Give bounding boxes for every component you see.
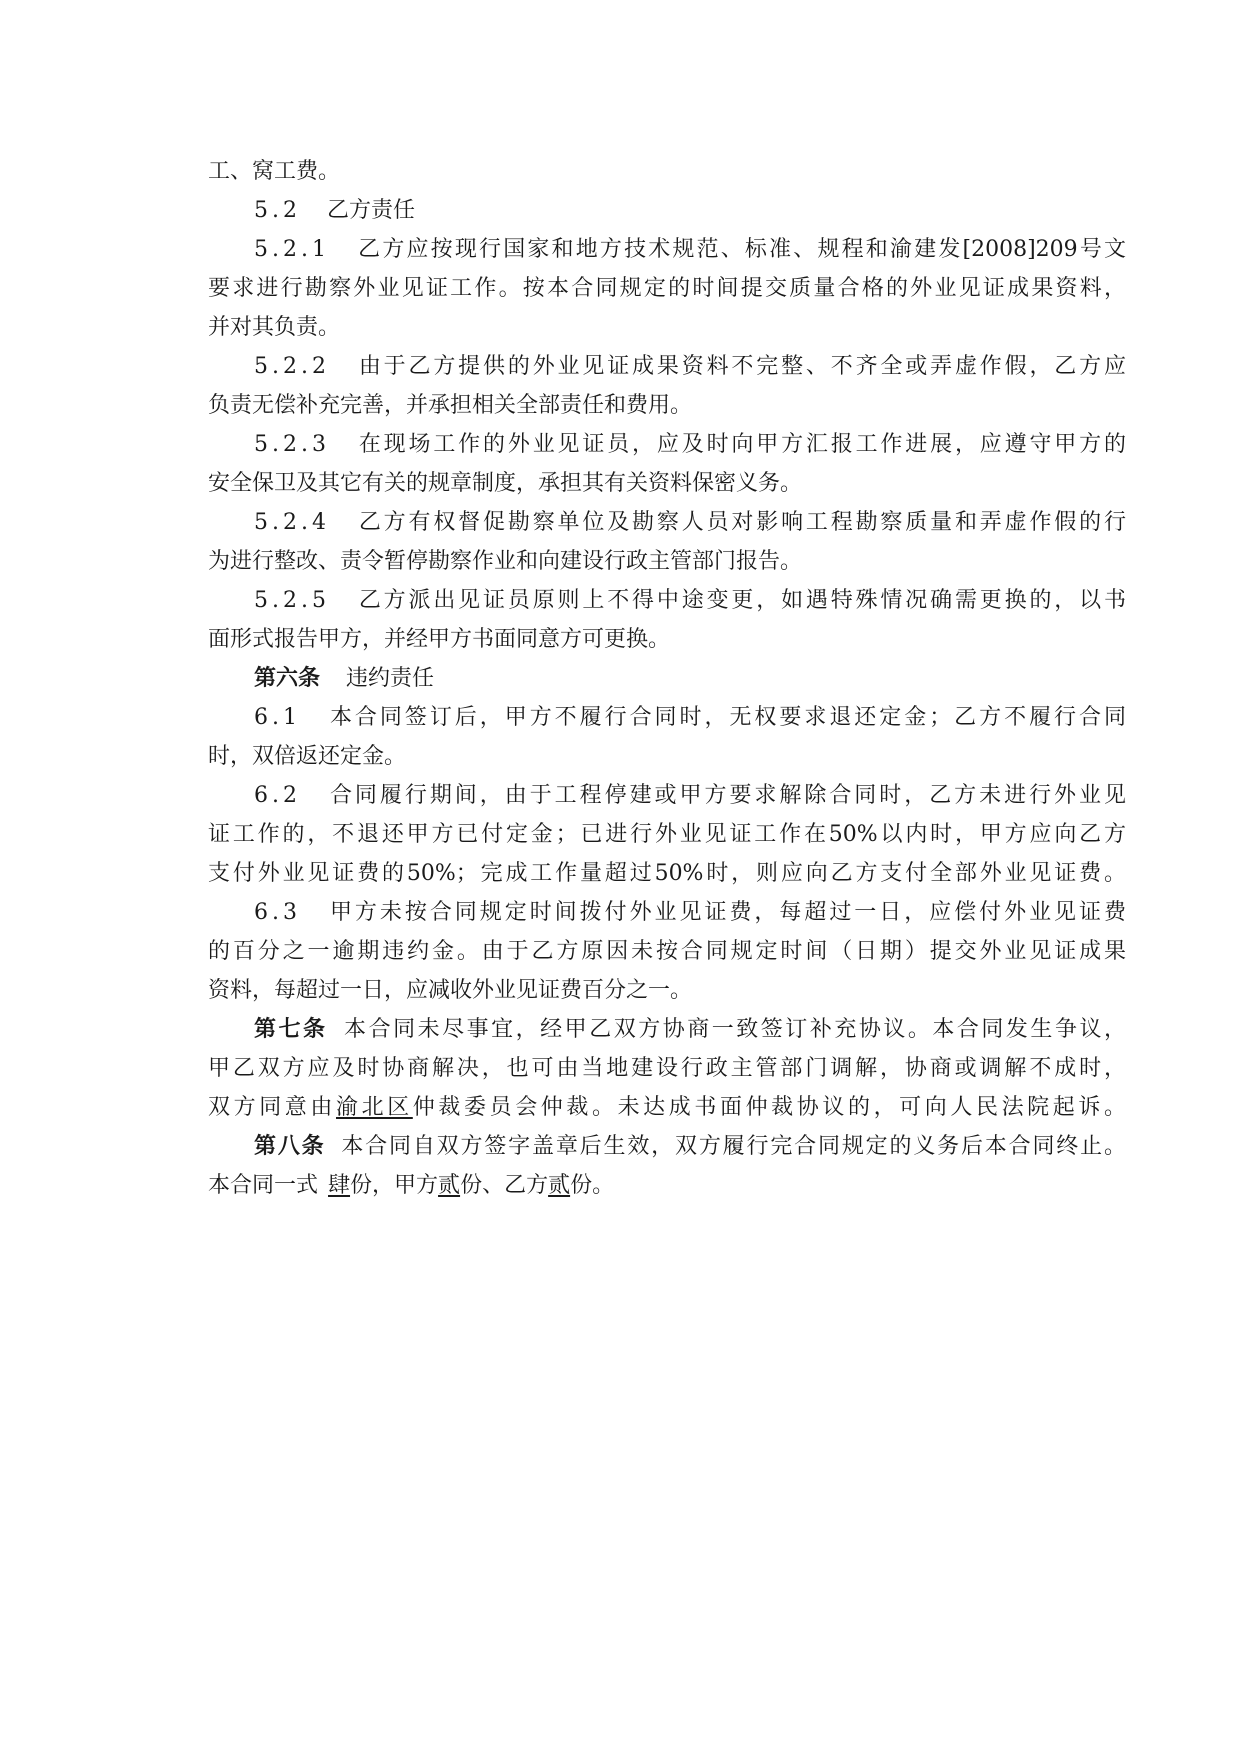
article-7-end: 双方同意由渝北区仲裁委员会仲裁。未达成书面仲裁协议的，可向人民法院起诉。 [208, 1095, 1126, 1120]
clause-5-2-5: 5.2.5 乙方派出见证员原则上不得中途变更，如遇特殊情况确需更换的，以书 [254, 588, 1126, 613]
party-a-copies: 贰 [438, 1173, 461, 1198]
article-8: 第八条 本合同自双方签字盖章后生效，双方履行完合同规定的义务后本合同终止。 [254, 1134, 1126, 1159]
clause-5-2-3-end: 安全保卫及其它有关的规章制度，承担其有关资料保密义务。 [208, 471, 803, 496]
article-7-cont: 甲乙双方应及时协商解决，也可由当地建设行政主管部门调解，协商或调解不成时， [208, 1056, 1126, 1081]
clause-5-2-5-end: 面形式报告甲方，并经甲方书面同意方可更换。 [208, 627, 671, 652]
clause-5-2-1-cont: 要求进行勘察外业见证工作。按本合同规定的时间提交质量合格的外业见证成果资料， [208, 276, 1126, 301]
document-page [208, 152, 1126, 1205]
clause-6-1: 6.1 本合同签订后，甲方不履行合同时，无权要求退还定金；乙方不履行合同 [254, 705, 1126, 730]
clause-5-2-2: 5.2.2 由于乙方提供的外业见证成果资料不完整、不齐全或弄虚作假，乙方应 [254, 354, 1126, 379]
clause-5-2-2-end: 负责无偿补充完善，并承担相关全部责任和费用。 [208, 393, 693, 418]
clause-6-2-cont: 证工作的，不退还甲方已付定金；已进行外业见证工作在50%以内时，甲方应向乙方 [208, 822, 1126, 847]
clause-5-2-1: 5.2.1 乙方应按现行国家和地方技术规范、标准、规程和渝建发[2008]209号文 [254, 237, 1126, 262]
text-line-1: 工、窝工费。 [208, 159, 341, 184]
clause-6-1-end: 时，双倍返还定金。 [208, 744, 407, 769]
clause-6-2: 6.2 合同履行期间，由于工程停建或甲方要求解除合同时，乙方未进行外业见 [254, 783, 1126, 808]
clause-6-2-end: 支付外业见证费的50%；完成工作量超过50%时，则应向乙方支付全部外业见证费。 [208, 861, 1126, 886]
clause-6-3-end: 资料，每超过一日，应减收外业见证费百分之一。 [208, 978, 693, 1003]
clause-5-2-3: 5.2.3 在现场工作的外业见证员，应及时向甲方汇报工作进展，应遵守甲方的 [254, 432, 1126, 457]
clause-6-3-cont: 的百分之一逾期违约金。由于乙方原因未按合同规定时间（日期）提交外业见证成果 [208, 939, 1126, 964]
party-b-copies: 贰 [548, 1173, 571, 1198]
clause-5-2-1-end: 并对其负责。 [208, 315, 341, 340]
section-5-2-title: 5.2 乙方责任 [254, 198, 416, 223]
article-7: 第七条 本合同未尽事宜，经甲乙双方协商一致签订补充协议。本合同发生争议， [254, 1017, 1126, 1042]
total-copies: 肆 [328, 1173, 351, 1198]
article-6-heading: 第六条 违约责任 [254, 666, 435, 691]
clause-5-2-4-end: 为进行整改、责令暂停勘察作业和向建设行政主管部门报告。 [208, 549, 803, 574]
clause-6-3: 6.3 甲方未按合同规定时间拨付外业见证费，每超过一日，应偿付外业见证费 [254, 900, 1126, 925]
article-8-copies: 本合同一式 肆份，甲方贰份、乙方贰份。 [208, 1173, 615, 1198]
arbitration-district: 渝北区 [336, 1095, 413, 1120]
clause-5-2-4: 5.2.4 乙方有权督促勘察单位及勘察人员对影响工程勘察质量和弄虚作假的行 [254, 510, 1126, 535]
